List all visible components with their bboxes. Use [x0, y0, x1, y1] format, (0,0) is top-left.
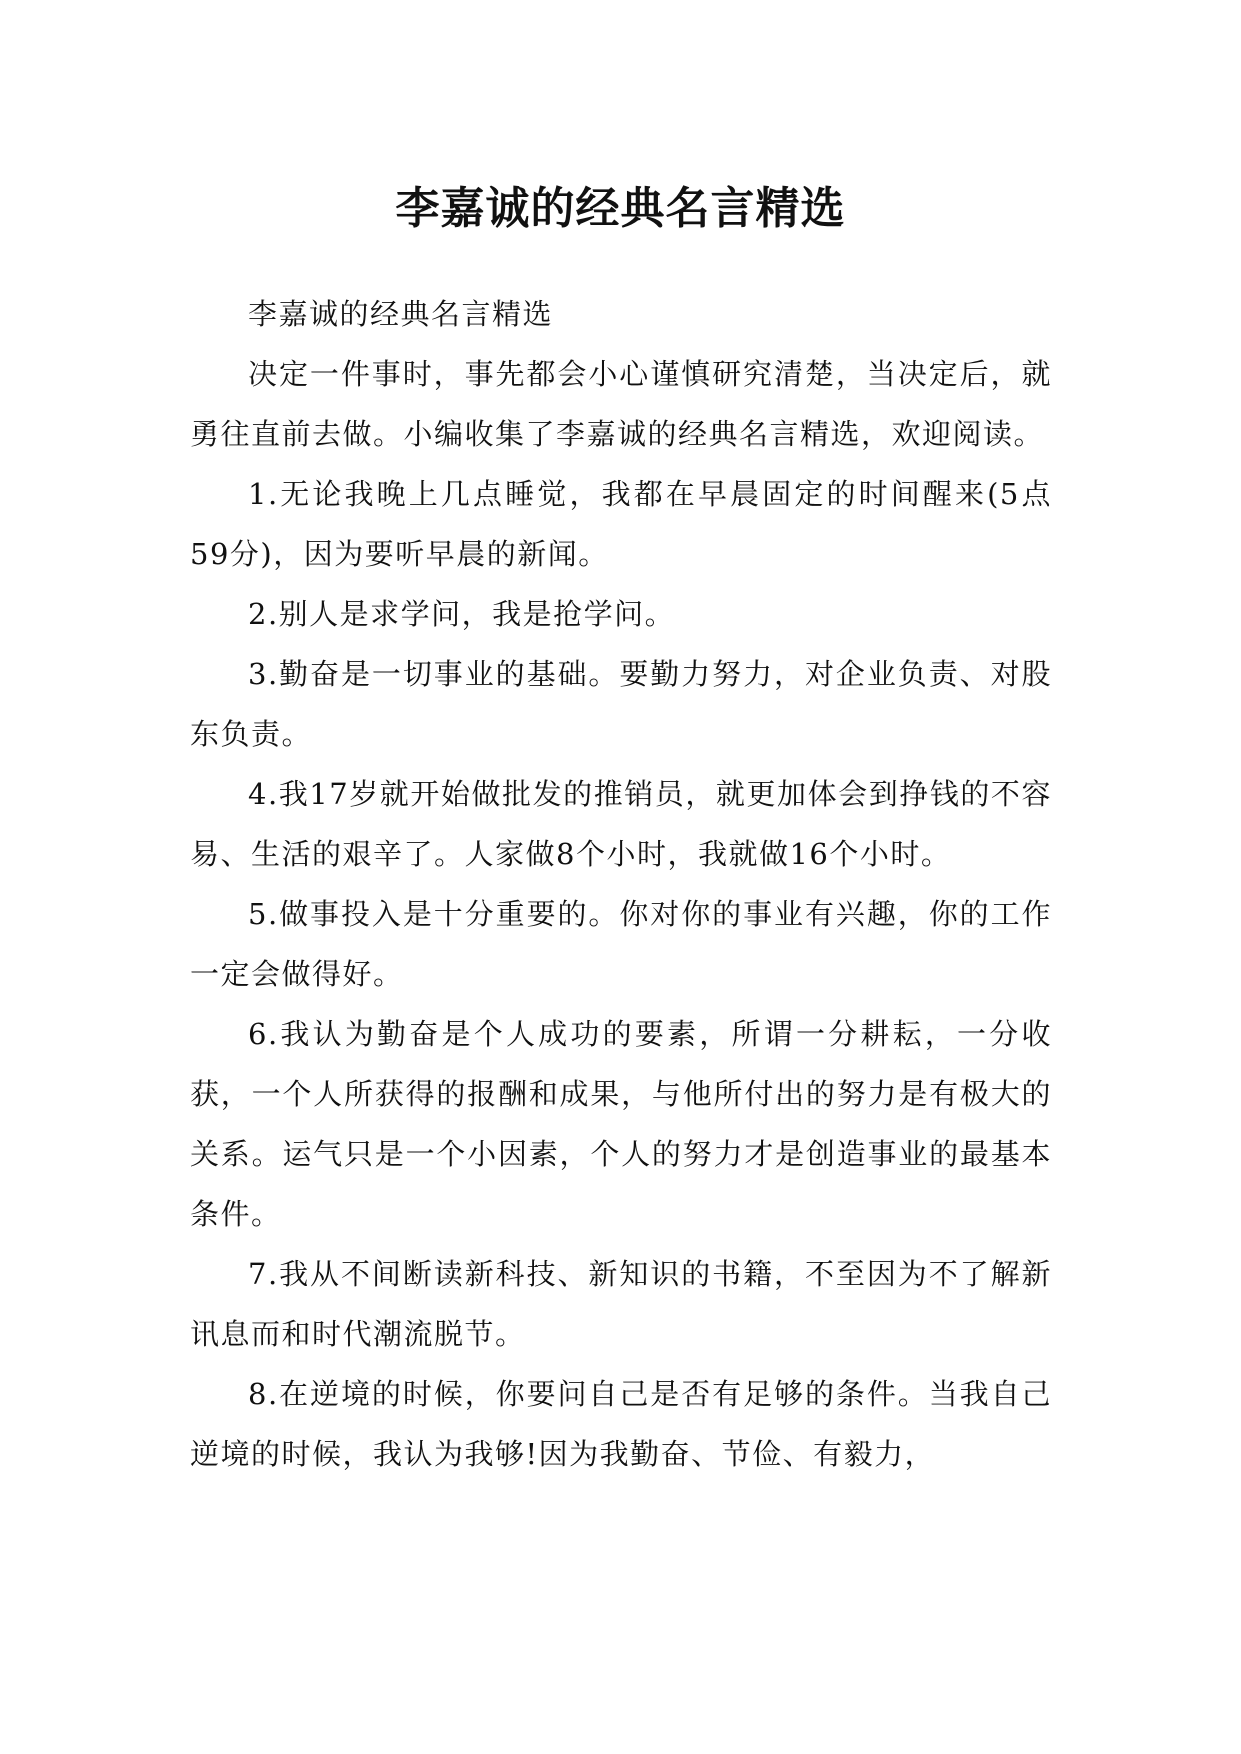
document-title: 李嘉诚的经典名言精选 [395, 183, 846, 235]
quote-paragraph-1: 1.无论我晚上几点睡觉，我都在早晨固定的时间醒来(5点59分)，因为要听早晨的新闻。 [190, 477, 1052, 571]
quote-paragraph-8: 8.在逆境的时候，你要问自己是否有足够的条件。当我自己逆境的时候，我认为我够!因为我勤奋、节俭、有毅力， [190, 1377, 1052, 1471]
document-body [190, 284, 1052, 1484]
quote-paragraph-5: 5.做事投入是十分重要的。你对你的事业有兴趣，你的工作一定会做得好。 [190, 897, 1052, 991]
intro-paragraph: 决定一件事时，事先都会小心谨慎研究清楚，当决定后，就勇往直前去做。小编收集了李嘉诚的经典名言精选，欢迎阅读。 [190, 357, 1052, 451]
quote-paragraph-4: 4.我17岁就开始做批发的推销员，就更加体会到挣钱的不容易、生活的艰辛了。人家做8个小时，我就做16个小时。 [190, 777, 1052, 871]
quote-paragraph-7: 7.我从不间断读新科技、新知识的书籍，不至因为不了解新讯息而和时代潮流脱节。 [190, 1257, 1052, 1351]
quote-paragraph-2: 2.别人是求学问，我是抢学问。 [248, 597, 676, 631]
quote-paragraph-3: 3.勤奋是一切事业的基础。要勤力努力，对企业负责、对股东负责。 [190, 657, 1052, 751]
subtitle-paragraph: 李嘉诚的经典名言精选 [248, 297, 554, 331]
quote-paragraph-6: 6.我认为勤奋是个人成功的要素，所谓一分耕耘，一分收获，一个人所获得的报酬和成果，与他所付出的努力是有极大的关系。运气只是一个小因素，个人的努力才是创造事业的最基本条件。 [190, 1017, 1052, 1231]
